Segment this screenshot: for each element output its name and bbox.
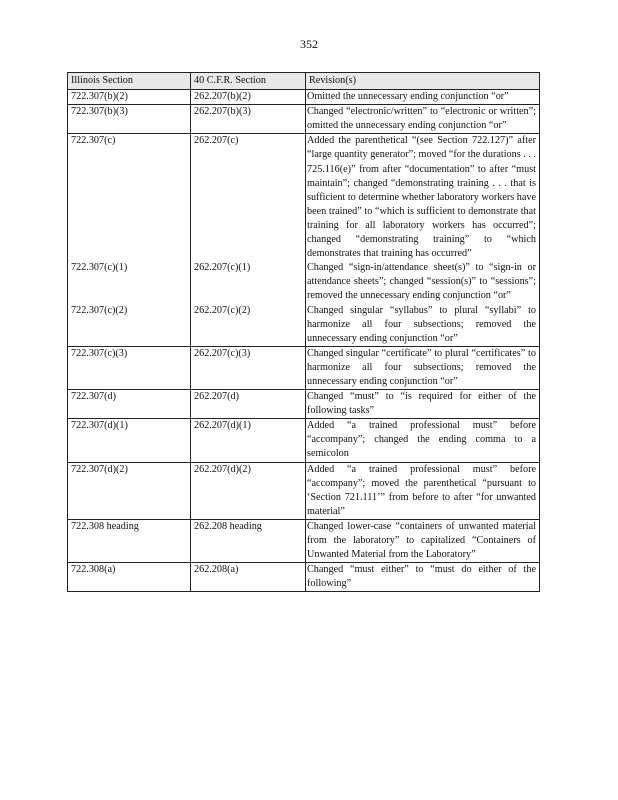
cfr-section-cell	[191, 105, 306, 134]
revision-text: Added “a trained professional must” before “accompany”; moved the parenthetical “pursuant to ‘Section 721.111’” from before to after “for unwanted material”	[307, 463, 536, 517]
revision-cell	[306, 462, 540, 519]
cfr-section-text: 262.208 heading	[194, 520, 262, 532]
revision-text: Added the parenthetical “(see Section 722.127)” after “large quantity generator”; moved “for the durations . . . 725.116(e)” from after “documentation” to after “must maintain”; changed “demonstrating training . . . that is sufficient to determine whether laboratory workers have been trained” to “which is sufficient to demonstrate that training for all laboratory workers has occurred”; changed “demonstrating training” to “which demonstrates that training has occurred”	[307, 135, 536, 260]
illinois-section-text: 722.307(d)(2)	[71, 463, 128, 475]
revisions-table	[67, 72, 540, 592]
illinois-section-text: 722.307(b)(3)	[71, 106, 128, 118]
illinois-section-text: 722.307(c)(3)	[71, 347, 128, 359]
illinois-section-text: 722.307(b)(2)	[71, 91, 128, 103]
illinois-section-cell	[68, 90, 191, 105]
column-header-revisions: Revision(s)	[306, 73, 540, 90]
table-row	[68, 90, 540, 105]
revision-cell	[306, 419, 540, 462]
illinois-section-cell	[68, 519, 191, 562]
cfr-section-text: 262.207(b)(3)	[194, 106, 251, 118]
revision-cell	[306, 90, 540, 105]
revision-text: Changed singular “certificate” to plural “certificates” to harmonize all four subsections; removed the unnecessary ending conjunction “or”	[307, 347, 536, 387]
illinois-section-text: 722.307(d)(1)	[71, 420, 128, 432]
illinois-section-cell	[68, 105, 191, 134]
column-header-illinois-section: Illinois Section	[68, 73, 191, 90]
cfr-section-text: 262.207(c)(3)	[194, 347, 251, 359]
revision-text: Changed “sign-in/attendance sheet(s)” to “sign-in or attendance sheets”; changed “session(s)” to “sessions”; removed the unnecessary ending conjunction “or”	[307, 262, 536, 302]
illinois-section-cell	[68, 563, 191, 592]
illinois-section-text: 722.307(c)(1)	[71, 262, 128, 274]
revision-text: Added “a trained professional must” before “accompany”; changed the ending comma to a semicolon	[307, 420, 536, 460]
revision-text: Changed “must” to “is required for either of the following tasks”	[307, 391, 536, 417]
cfr-section-text: 262.207(c)(2)	[194, 304, 251, 316]
table-header-row	[68, 73, 540, 90]
cfr-section-text: 262.207(b)(2)	[194, 91, 251, 103]
illinois-section-cell	[68, 134, 191, 346]
cfr-section-cell	[191, 390, 306, 419]
table-row	[68, 390, 540, 419]
cfr-section-cell	[191, 419, 306, 462]
revision-text: Changed “must either” to “must do either of the following”	[307, 564, 536, 590]
illinois-section-text: 722.307(c)	[71, 135, 116, 147]
illinois-section-text: 722.307(c)(2)	[71, 304, 128, 316]
illinois-section-cell	[68, 346, 191, 389]
illinois-section-text: 722.308(a)	[71, 564, 116, 576]
illinois-section-cell	[68, 390, 191, 419]
page-number: 352	[300, 37, 318, 51]
revision-cell	[306, 134, 540, 346]
cfr-section-text: 262.207(d)(2)	[194, 463, 251, 475]
revision-text: Changed singular “syllabus” to plural “syllabi” to harmonize all four subsections; removed the unnecessary ending conjunction “or”	[307, 304, 536, 344]
column-header-cfr-section: 40 C.F.R. Section	[191, 73, 306, 90]
cfr-section-cell	[191, 519, 306, 562]
illinois-section-text: 722.307(d)	[71, 391, 116, 403]
revision-cell	[306, 563, 540, 592]
revision-text: Changed “electronic/written” to “electronic or written”; omitted the unnecessary ending conjunction “or”	[307, 106, 536, 132]
table-row	[68, 563, 540, 592]
illinois-section-cell	[68, 462, 191, 519]
cfr-section-text: 262.207(c)(1)	[194, 262, 251, 274]
cfr-section-cell	[191, 346, 306, 389]
table-row	[68, 346, 540, 389]
revision-cell	[306, 105, 540, 134]
revision-text: Changed lower-case “containers of unwanted material from the laboratory” to capitalized “Containers of Unwanted Material from the Laboratory”	[307, 520, 536, 561]
revision-cell	[306, 390, 540, 419]
cfr-section-text: 262.207(d)(1)	[194, 420, 251, 432]
cfr-section-cell	[191, 563, 306, 592]
table-row	[68, 419, 540, 462]
illinois-section-text: 722.308 heading	[71, 520, 139, 532]
table-row	[68, 462, 540, 519]
table-row	[68, 105, 540, 134]
cfr-section-cell	[191, 90, 306, 105]
cfr-section-text: 262.208(a)	[194, 564, 239, 576]
table-row	[68, 134, 540, 346]
cfr-section-text: 262.207(d)	[194, 391, 239, 403]
cfr-section-text: 262.207(c)	[194, 135, 239, 147]
table-row	[68, 519, 540, 562]
revision-text: Omitted the unnecessary ending conjunction “or”	[307, 91, 509, 103]
illinois-section-cell	[68, 419, 191, 462]
revision-cell	[306, 346, 540, 389]
revision-cell	[306, 519, 540, 562]
cfr-section-cell	[191, 134, 306, 346]
cfr-section-cell	[191, 462, 306, 519]
